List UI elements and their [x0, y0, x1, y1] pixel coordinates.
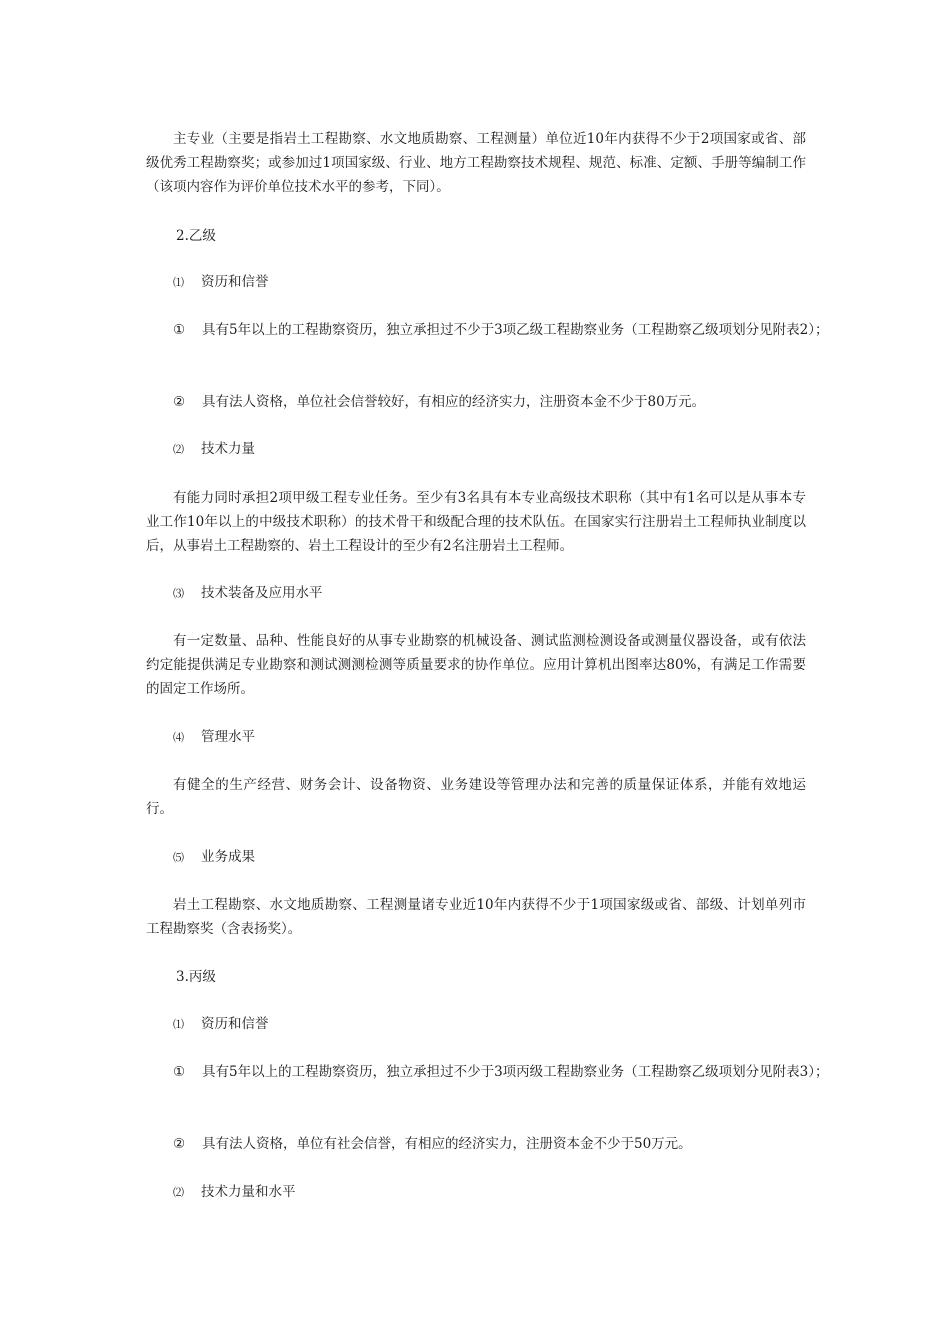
- subsection-title: 资历和信誉: [201, 274, 269, 290]
- list-item: [146, 318, 833, 342]
- subsection-technical-strength: [146, 437, 833, 462]
- item-text: 具有法人资格，单位有社会信誉，有相应的经济实力，注册资本金不少于50万元。: [202, 1136, 692, 1152]
- subsection-qualification: [146, 270, 833, 295]
- paragraph-award-requirement: 主专业（主要是指岩土工程勘察、水文地质勘察、工程测量）单位近10年内获得不少于2项国家或省、部级优秀工程勘察奖；或参加过1项国家级、行业、地方工程勘察技术规程、规范、标准、定额、手册等编制工作（该项内容作为评价单位技术水平的参考，下同）。: [146, 131, 806, 195]
- paragraph-technical-strength: 有能力同时承担2项甲级工程专业任务。至少有3名具有本专业高级技术职称（其中有1名可以是从事本专业工作10年以上的中级技术职称）的技术骨干和级配合理的技术队伍。在国家实行注册岩土工程师执业制度以后，从事岩土工程勘察的、岩土工程设计的至少有2名注册岩土工程师。: [146, 490, 806, 554]
- subsection-title: 技术力量: [201, 441, 255, 457]
- subsection-title: 技术装备及应用水平: [201, 585, 323, 601]
- subsection-title: 管理水平: [201, 729, 255, 745]
- subsection-number: ⑵: [173, 443, 184, 456]
- subsection-title: 业务成果: [201, 849, 255, 865]
- subsection-title: 技术力量和水平: [201, 1184, 296, 1200]
- item-text: 具有5年以上的工程勘察资历，独立承担过不少于3项乙级工程勘察业务（工程勘察乙级项划分见附表2）；: [202, 322, 829, 338]
- section-heading-grade-c: 3.丙级: [176, 969, 216, 985]
- subsection-equipment: [146, 581, 833, 606]
- list-item: [146, 1132, 833, 1156]
- subsection-technical-strength-level: [146, 1180, 833, 1205]
- item-text: 具有5年以上的工程勘察资历，独立承担过不少于3项丙级工程勘察业务（工程勘察乙级项划分见附表3）；: [202, 1064, 829, 1080]
- subsection-management: [146, 725, 833, 750]
- subsection-number: ⑴: [173, 1018, 184, 1031]
- item-text: 具有法人资格，单位社会信誉较好，有相应的经济实力，注册资本金不少于80万元。: [202, 394, 706, 410]
- subsection-qualification: [146, 1012, 833, 1037]
- section-heading-grade-b: 2.乙级: [176, 228, 216, 244]
- list-item: [146, 1060, 833, 1084]
- item-marker: ①: [173, 322, 186, 338]
- item-marker: ①: [173, 1064, 186, 1080]
- subsection-number: ⑸: [173, 851, 184, 864]
- item-marker: ②: [173, 1136, 186, 1152]
- subsection-number: ⑷: [173, 731, 184, 744]
- paragraph-achievements: 岩土工程勘察、水文地质勘察、工程测量诸专业近10年内获得不少于1项国家级或省、部级、计划单列市工程勘察奖（含表扬奖）。: [146, 897, 806, 937]
- subsection-number: ⑴: [173, 276, 184, 289]
- paragraph-equipment: 有一定数量、品种、性能良好的从事专业勘察的机械设备、测试监测检测设备或测量仪器设备，或有依法约定能提供满足专业勘察和测试测测检测等质量要求的协作单位。应用计算机出图率达80%，有满足工作需要的固定工作场所。: [146, 633, 806, 697]
- item-marker: ②: [173, 394, 186, 410]
- subsection-number: ⑶: [173, 587, 184, 600]
- subsection-achievements: [146, 845, 833, 870]
- paragraph-management: 有健全的生产经营、财务会计、设备物资、业务建设等管理办法和完善的质量保证体系，并能有效地运行。: [146, 777, 806, 817]
- list-item: [146, 390, 833, 414]
- subsection-title: 资历和信誉: [201, 1016, 269, 1032]
- subsection-number: ⑵: [173, 1186, 184, 1199]
